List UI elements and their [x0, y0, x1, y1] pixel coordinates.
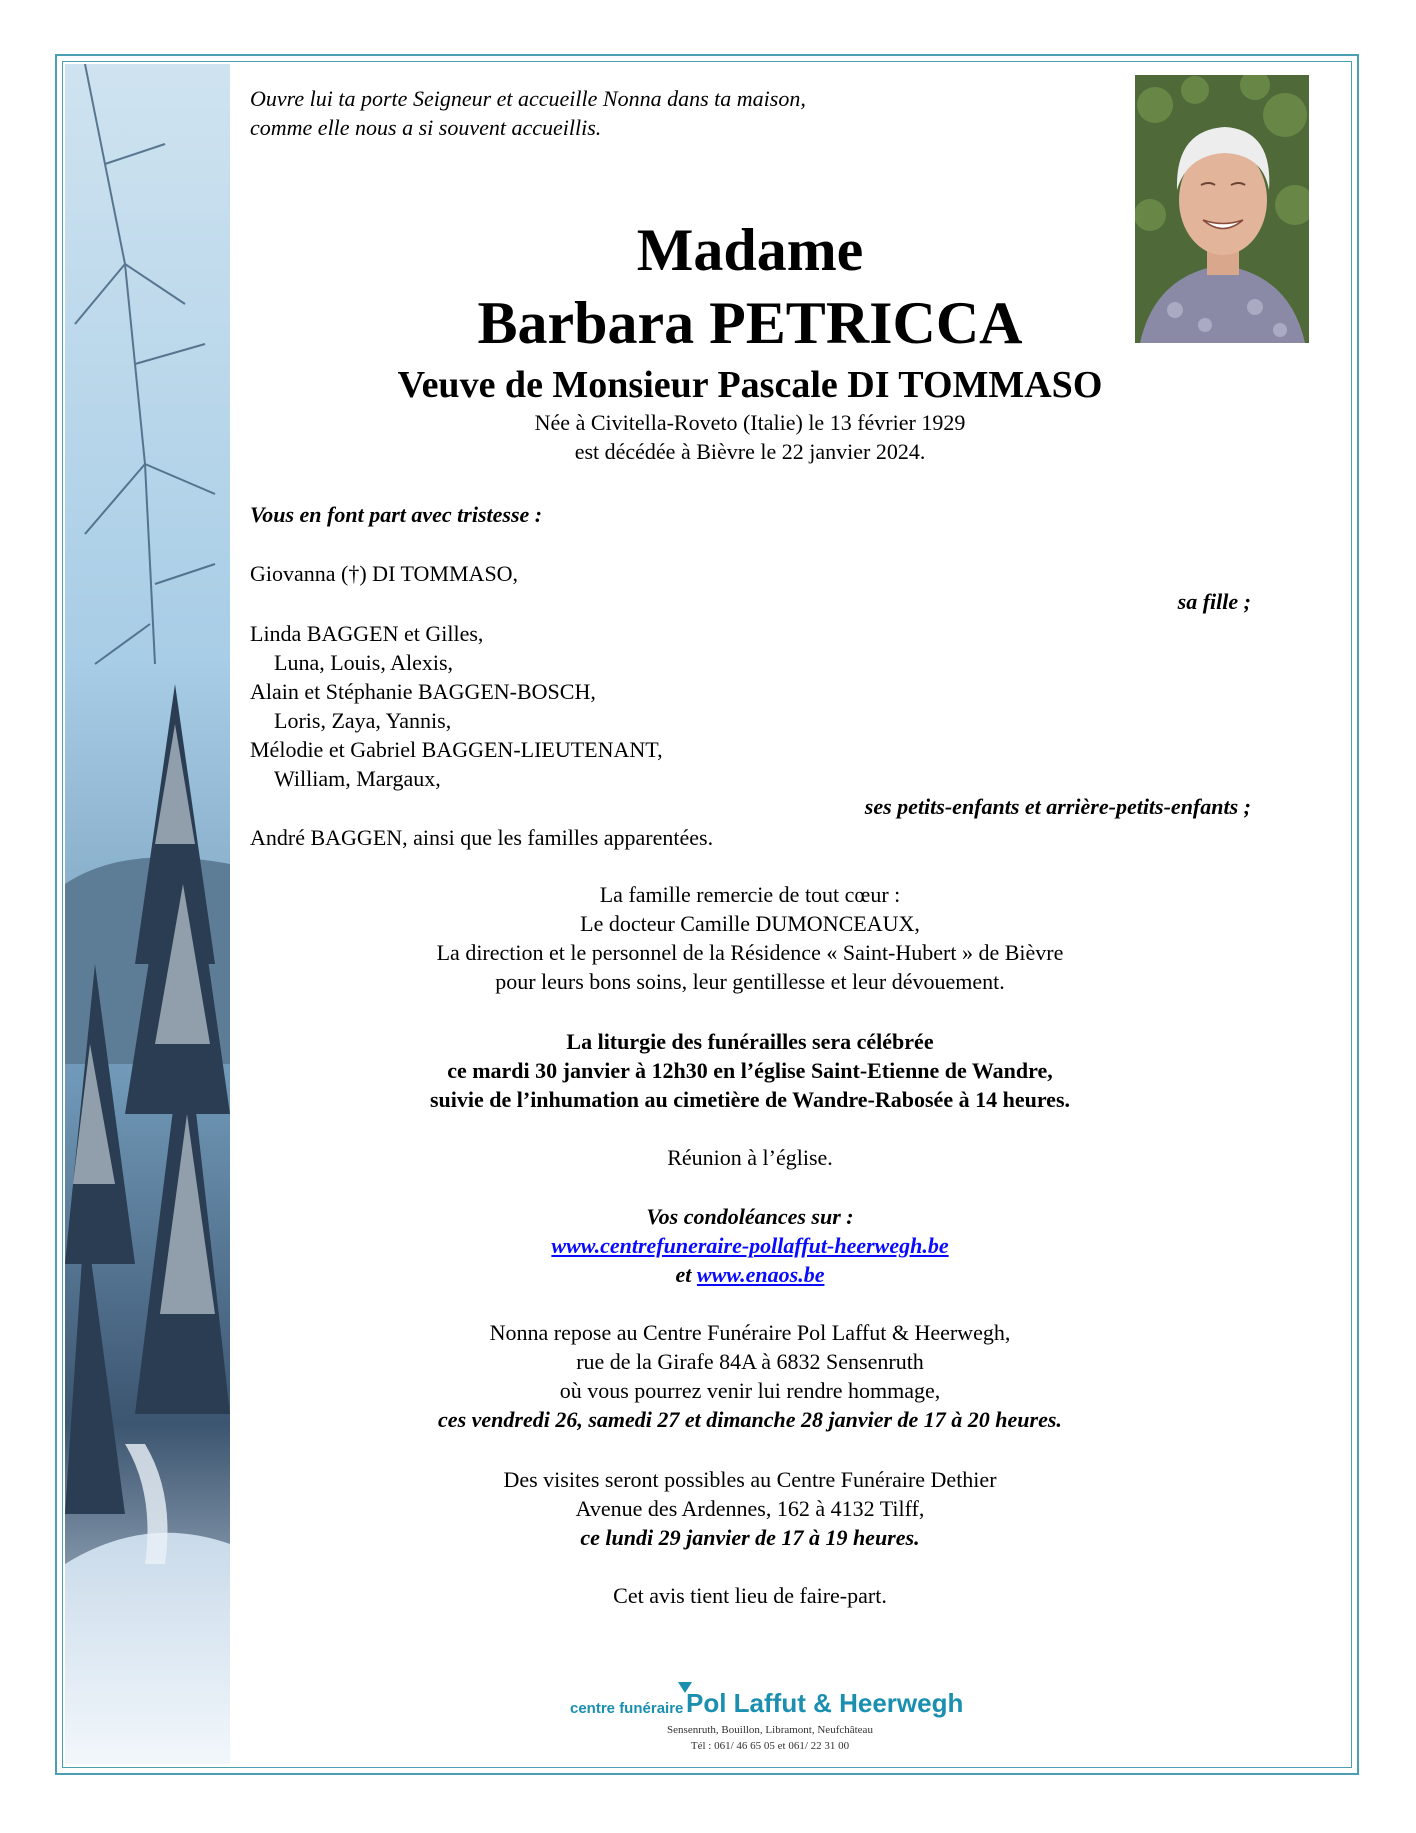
quote-line-2: comme elle nous a si souvent accueillis. [250, 115, 602, 140]
thanks-block [250, 880, 1250, 996]
funeral-block [250, 1027, 1250, 1114]
family-member: Linda BAGGEN et Gilles, [250, 621, 484, 646]
daughter-line: Giovanna (†) DI TOMMASO, [250, 561, 519, 586]
visits-line: Des visites seront possibles au Centre Funéraire Dethier [503, 1467, 997, 1492]
quote-line-1: Ouvre lui ta porte Seigneur et accueille Nonna dans ta maison, [250, 86, 806, 111]
thanks-line: Le docteur Camille DUMONCEAUX, [580, 911, 920, 936]
rest-line: Nonna repose au Centre Funéraire Pol Laffut & Heerwegh, [489, 1320, 1011, 1345]
widow-line: Veuve de Monsieur Pascale DI TOMMASO [397, 364, 1103, 406]
logo-small-text: centre funéraire [570, 1700, 684, 1717]
closing-line [250, 1581, 1250, 1610]
closing-text: Cet avis tient lieu de faire-part. [613, 1583, 887, 1608]
rest-block [250, 1318, 1250, 1434]
birth-line: Née à Civitella-Roveto (Italie) le 13 février 1929 [534, 410, 966, 435]
grandchildren-role: ses petits-enfants et arrière-petits-enfants ; [864, 794, 1251, 819]
logo-locations: Sensenruth, Bouillon, Libramont, Neufchâteau [667, 1724, 873, 1736]
and-text: et [675, 1262, 692, 1287]
honorific-title: Madame [636, 217, 864, 283]
daughter-role: sa fille ; [1177, 589, 1251, 614]
family-member: Mélodie et Gabriel BAGGEN-LIEUTENANT, [250, 737, 663, 762]
logo-phone: Tél : 061/ 46 65 05 et 061/ 22 31 00 [690, 1740, 850, 1752]
visits-line: Avenue des Ardennes, 162 à 4132 Tilff, [575, 1496, 925, 1521]
funeral-line: suivie de l’inhumation au cimetière de Wandre-Rabosée à 14 heures. [429, 1087, 1071, 1112]
family-member: Alain et Stéphanie BAGGEN-BOSCH, [250, 679, 596, 704]
winter-forest-image [65, 64, 230, 1764]
condolences-block [250, 1202, 1250, 1289]
thanks-line: pour leurs bons soins, leur gentillesse et leur dévouement. [495, 969, 1005, 994]
funeral-line: La liturgie des funérailles sera célébrée [566, 1029, 934, 1054]
family-intro: Vous en font part avec tristesse : [250, 502, 543, 527]
family-member: Luna, Louis, Alexis, [274, 650, 454, 675]
thanks-line: La famille remercie de tout cœur : [599, 882, 901, 907]
rest-line: rue de la Girafe 84A à 6832 Sensenruth [576, 1349, 924, 1374]
visits-block [250, 1465, 1250, 1552]
rest-line: où vous pourrez venir lui rendre hommage, [559, 1378, 941, 1403]
family-member: Loris, Zaya, Yannis, [274, 708, 452, 733]
meeting-line [250, 1143, 1250, 1172]
meeting-text: Réunion à l’église. [667, 1145, 833, 1170]
rest-times: ces vendredi 26, samedi 27 et dimanche 28 janvier de 17 à 20 heures. [438, 1407, 1062, 1432]
opening-quote [250, 84, 806, 142]
condolences-heading: Vos condoléances sur : [646, 1204, 854, 1229]
thanks-line: La direction et le personnel de la Résidence « Saint-Hubert » de Bièvre [436, 940, 1064, 965]
death-line: est décédée à Bièvre le 22 janvier 2024. [574, 439, 926, 464]
funeral-line: ce mardi 30 janvier à 12h30 en l’église Saint-Etienne de Wandre, [447, 1058, 1053, 1083]
funeral-home-link[interactable]: www.centrefuneraire-pollaffut-heerwegh.be [551, 1233, 949, 1258]
family-member: William, Margaux, [274, 766, 441, 791]
funeral-home-logo [560, 1686, 980, 1766]
logo-big-text: Pol Laffut & Heerwegh [686, 1688, 964, 1718]
deceased-name: Barbara PETRICCA [477, 290, 1023, 356]
enaos-link[interactable]: www.enaos.be [696, 1262, 825, 1287]
visits-times: ce lundi 29 janvier de 17 à 19 heures. [580, 1525, 920, 1550]
other-family-line: André BAGGEN, ainsi que les familles apparentées. [250, 825, 714, 850]
